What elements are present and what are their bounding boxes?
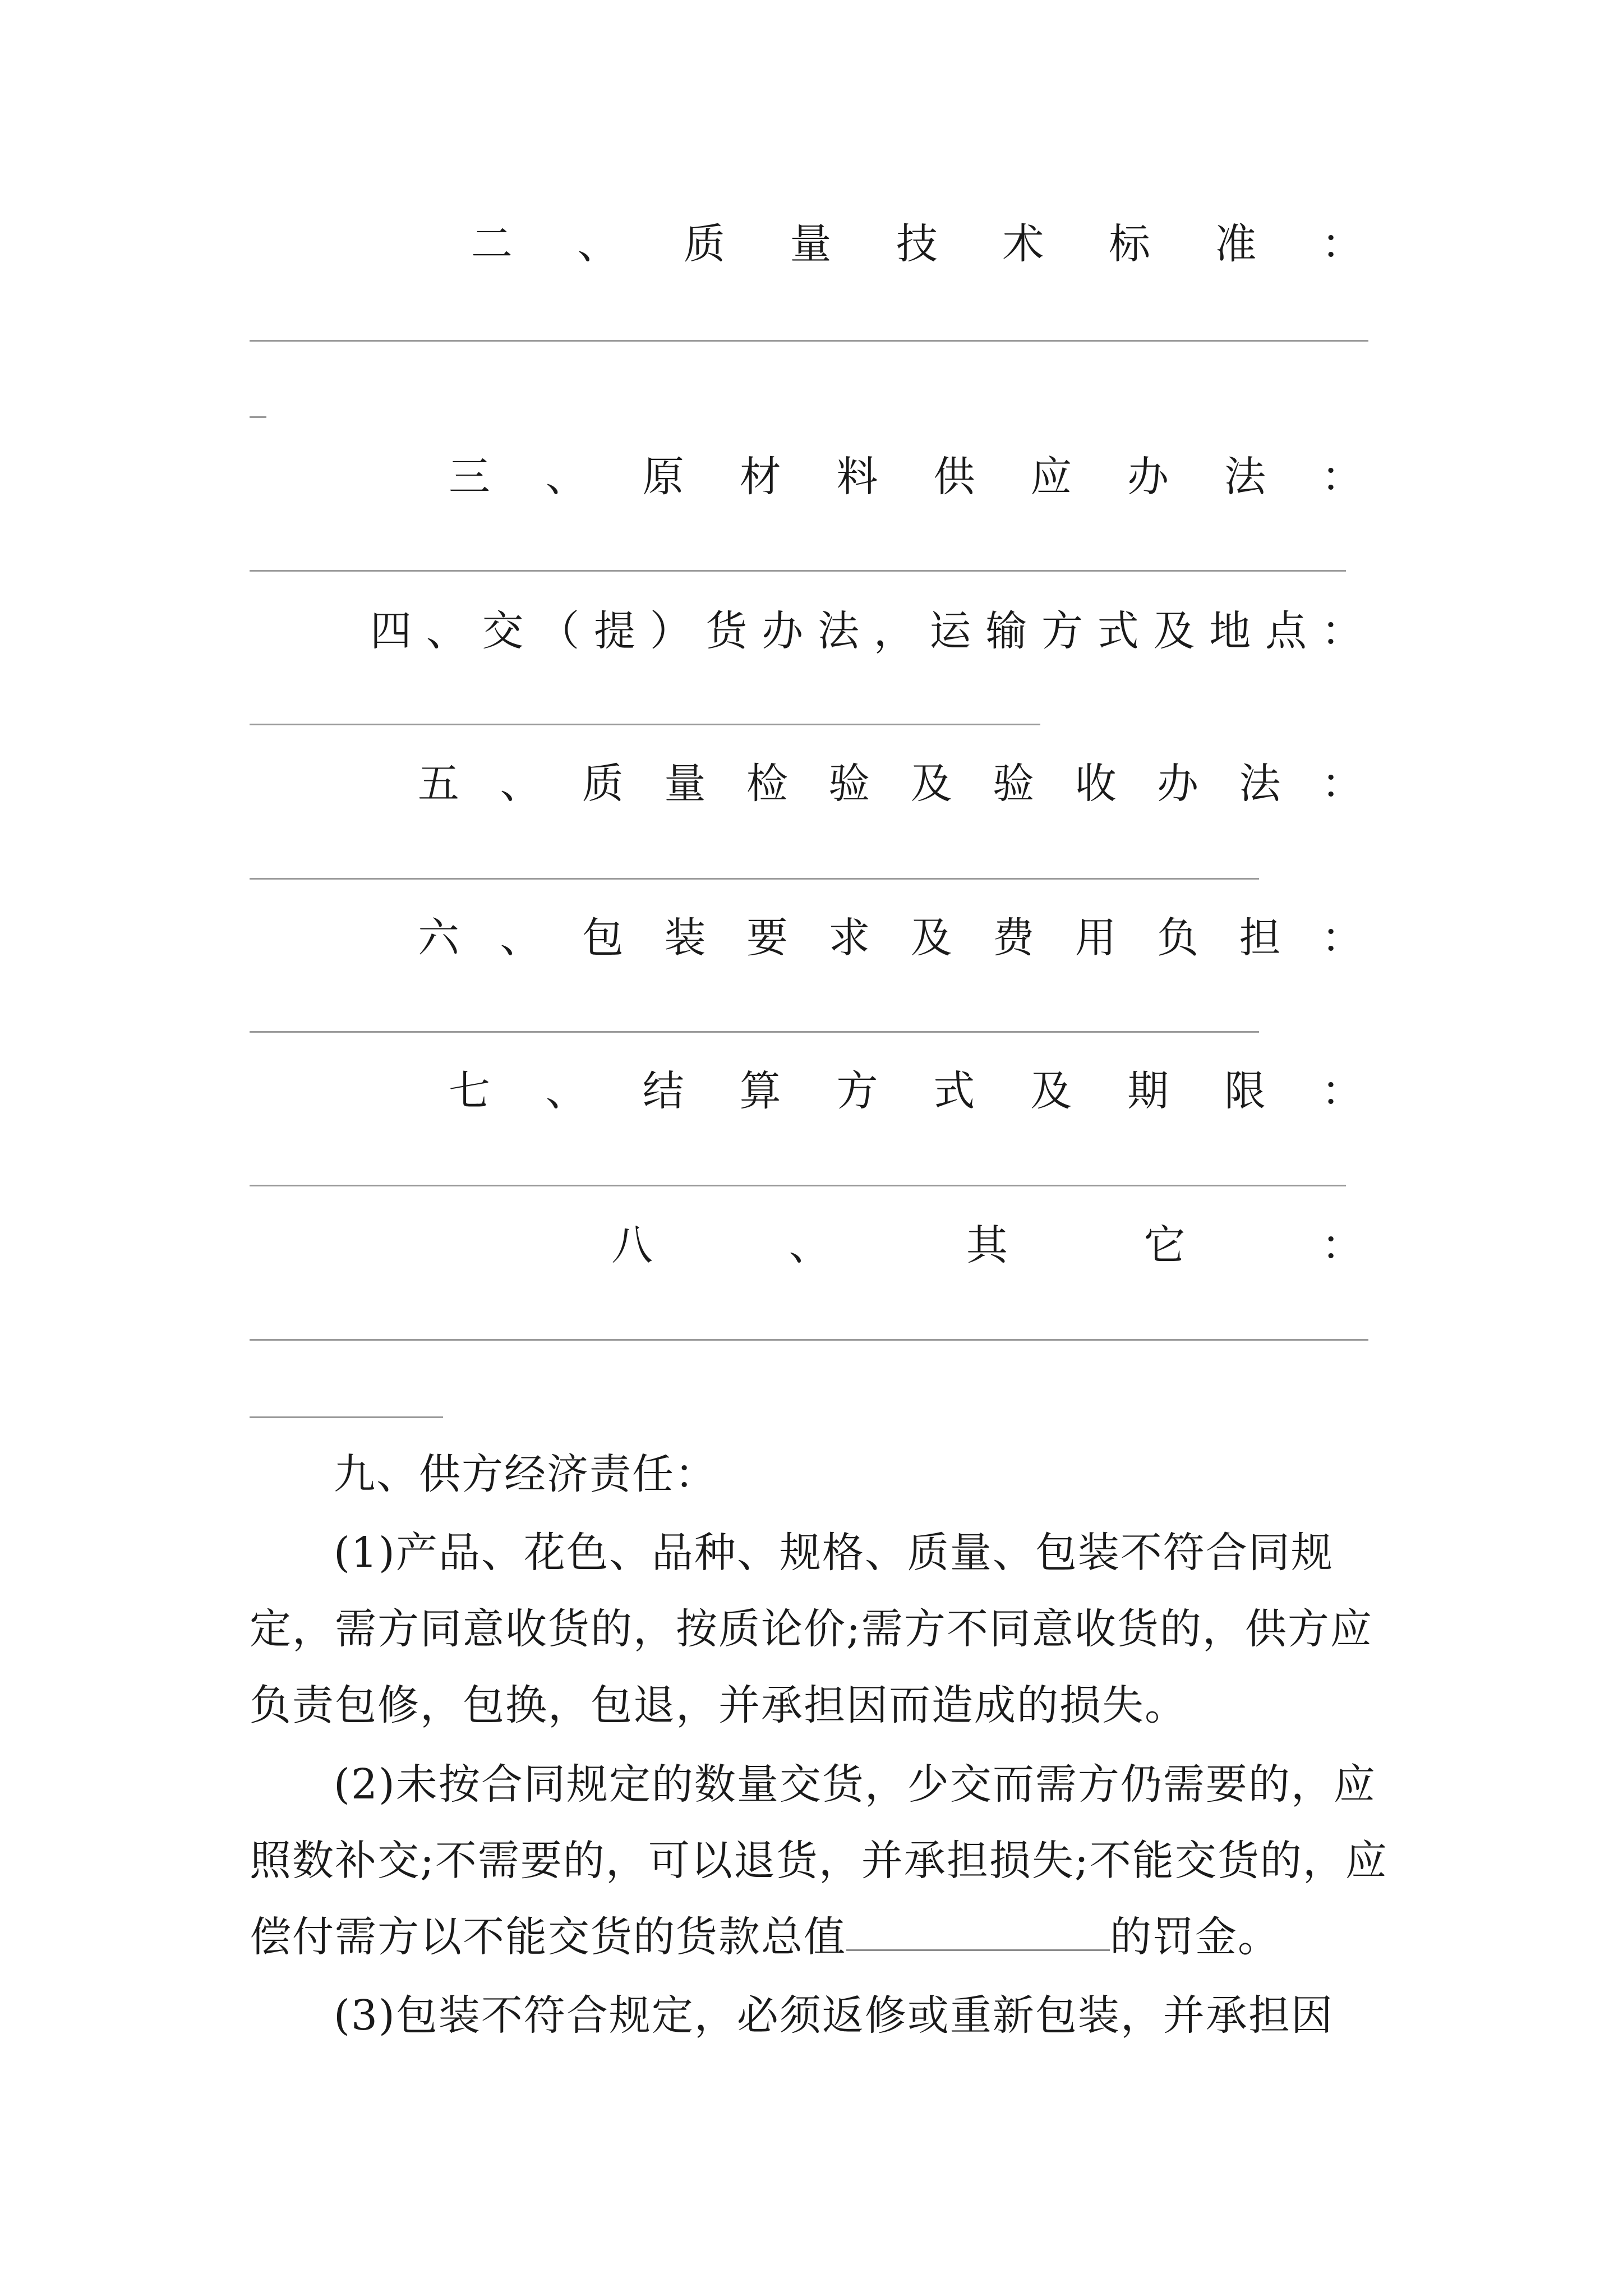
fill-line — [250, 570, 1346, 572]
heading-char: ： — [1321, 607, 1363, 655]
heading-char: （ — [538, 607, 580, 655]
heading-char: 、 — [545, 453, 587, 501]
heading-char: 费 — [993, 914, 1035, 962]
clause-3-text: (3)包装不符合规定，必须返修或重新包装，并承担因 — [334, 1991, 1334, 2040]
clause-1 — [250, 1515, 1388, 1743]
heading-char: 法 — [1224, 453, 1266, 501]
fill-line-tail — [250, 416, 266, 418]
heading-char: 及 — [910, 760, 952, 808]
heading-char: 七 — [449, 1067, 490, 1115]
heading-supplier-liability-text: 九、供方经济责任： — [334, 1450, 717, 1498]
penalty-fill-blank[interactable] — [846, 1915, 1110, 1951]
fill-line — [250, 1339, 1368, 1341]
heading-char: 办 — [762, 607, 804, 655]
fill-line — [250, 340, 1368, 342]
heading-char: ： — [1321, 1221, 1363, 1269]
heading-char: 检 — [746, 760, 788, 808]
heading-other — [611, 1217, 1363, 1273]
heading-char: 、 — [577, 220, 619, 268]
heading-char: 验 — [828, 760, 870, 808]
heading-char: 包 — [582, 914, 624, 962]
heading-char: ： — [1321, 1067, 1363, 1115]
heading-char: 方 — [836, 1067, 878, 1115]
heading-char: 八 — [611, 1221, 653, 1269]
heading-char: ， — [873, 607, 915, 655]
heading-char: 收 — [1075, 760, 1117, 808]
heading-char: 料 — [836, 453, 878, 501]
heading-quality-standard — [471, 216, 1363, 272]
heading-char: 结 — [642, 1067, 684, 1115]
heading-supplier-liability — [250, 1436, 1388, 1512]
heading-char: ： — [1321, 453, 1363, 501]
heading-char: ： — [1321, 914, 1363, 962]
heading-char: 期 — [1127, 1067, 1169, 1115]
heading-char: 提 — [594, 607, 635, 655]
heading-char: 准 — [1215, 220, 1257, 268]
heading-char: 验 — [993, 760, 1035, 808]
heading-char: 办 — [1127, 453, 1169, 501]
heading-packaging — [418, 910, 1363, 966]
heading-char: 、 — [426, 607, 468, 655]
heading-char: 材 — [739, 453, 781, 501]
heading-char: 量 — [664, 760, 706, 808]
heading-char: 、 — [545, 1067, 587, 1115]
heading-char: 标 — [1109, 220, 1150, 268]
heading-char: 原 — [642, 453, 684, 501]
clause-2 — [250, 1746, 1388, 1975]
heading-char: 及 — [1030, 1067, 1072, 1115]
heading-char: 办 — [1157, 760, 1199, 808]
heading-char: 、 — [500, 914, 542, 962]
heading-char: 它 — [1144, 1221, 1186, 1269]
heading-char: 担 — [1239, 914, 1281, 962]
heading-char: 要 — [746, 914, 788, 962]
heading-char: 用 — [1075, 914, 1117, 962]
heading-char: 质 — [582, 760, 624, 808]
heading-char: 三 — [449, 453, 490, 501]
heading-char: 地 — [1209, 607, 1251, 655]
fill-line — [250, 878, 1259, 880]
fill-line — [250, 1031, 1259, 1033]
heading-char: 输 — [985, 607, 1027, 655]
heading-char: 四 — [370, 607, 412, 655]
heading-char: 方 — [1041, 607, 1083, 655]
heading-char: 货 — [706, 607, 748, 655]
heading-char: 、 — [789, 1221, 831, 1269]
heading-char: 量 — [790, 220, 832, 268]
heading-char: 术 — [1002, 220, 1044, 268]
heading-char: ： — [1321, 760, 1363, 808]
heading-char: 供 — [933, 453, 975, 501]
heading-char: 装 — [664, 914, 706, 962]
heading-char: 及 — [910, 914, 952, 962]
heading-char: 求 — [828, 914, 870, 962]
fill-line-tail — [250, 1416, 443, 1418]
heading-settlement — [449, 1063, 1363, 1119]
heading-char: 交 — [482, 607, 524, 655]
heading-char: ： — [1321, 220, 1363, 268]
heading-char: 运 — [929, 607, 971, 655]
heading-char: ） — [649, 607, 691, 655]
fill-line — [250, 724, 1040, 725]
clause-1-text: (1)产品、花色、品种、规格、质量、包装不符合同规定，需方同意收货的，按质论价;需方不同意收货的，供方应负责包修，包换，包退，并承担因而造成的损失。 — [250, 1529, 1373, 1729]
heading-char: 式 — [1097, 607, 1139, 655]
clause-3 — [250, 1977, 1388, 2054]
heading-char: 其 — [966, 1221, 1008, 1269]
heading-char: 六 — [418, 914, 459, 962]
heading-char: 技 — [896, 220, 938, 268]
heading-char: 、 — [500, 760, 542, 808]
heading-char: 五 — [418, 760, 459, 808]
heading-char: 法 — [1239, 760, 1281, 808]
heading-char: 质 — [684, 220, 725, 268]
heading-material-supply — [449, 449, 1363, 505]
heading-char: 二 — [471, 220, 513, 268]
heading-char: 算 — [739, 1067, 781, 1115]
heading-char: 应 — [1030, 453, 1072, 501]
heading-char: 负 — [1157, 914, 1199, 962]
heading-char: 式 — [933, 1067, 975, 1115]
clause-2-text: (2)未按合同规定的数量交货，少交而需方仍需要的，应照数补交;不需要的，可以退货，并承担损失;不能交货的，应偿付需方以不能交货的货款总值 — [250, 1760, 1388, 1961]
fill-line — [250, 1185, 1346, 1186]
clause-2-tail: 的罚金。 — [1110, 1913, 1280, 1961]
heading-delivery-method — [370, 603, 1363, 659]
heading-char: 法 — [818, 607, 859, 655]
heading-char: 及 — [1153, 607, 1195, 655]
heading-char: 限 — [1224, 1067, 1266, 1115]
heading-char: 点 — [1265, 607, 1307, 655]
heading-inspection — [418, 756, 1363, 812]
